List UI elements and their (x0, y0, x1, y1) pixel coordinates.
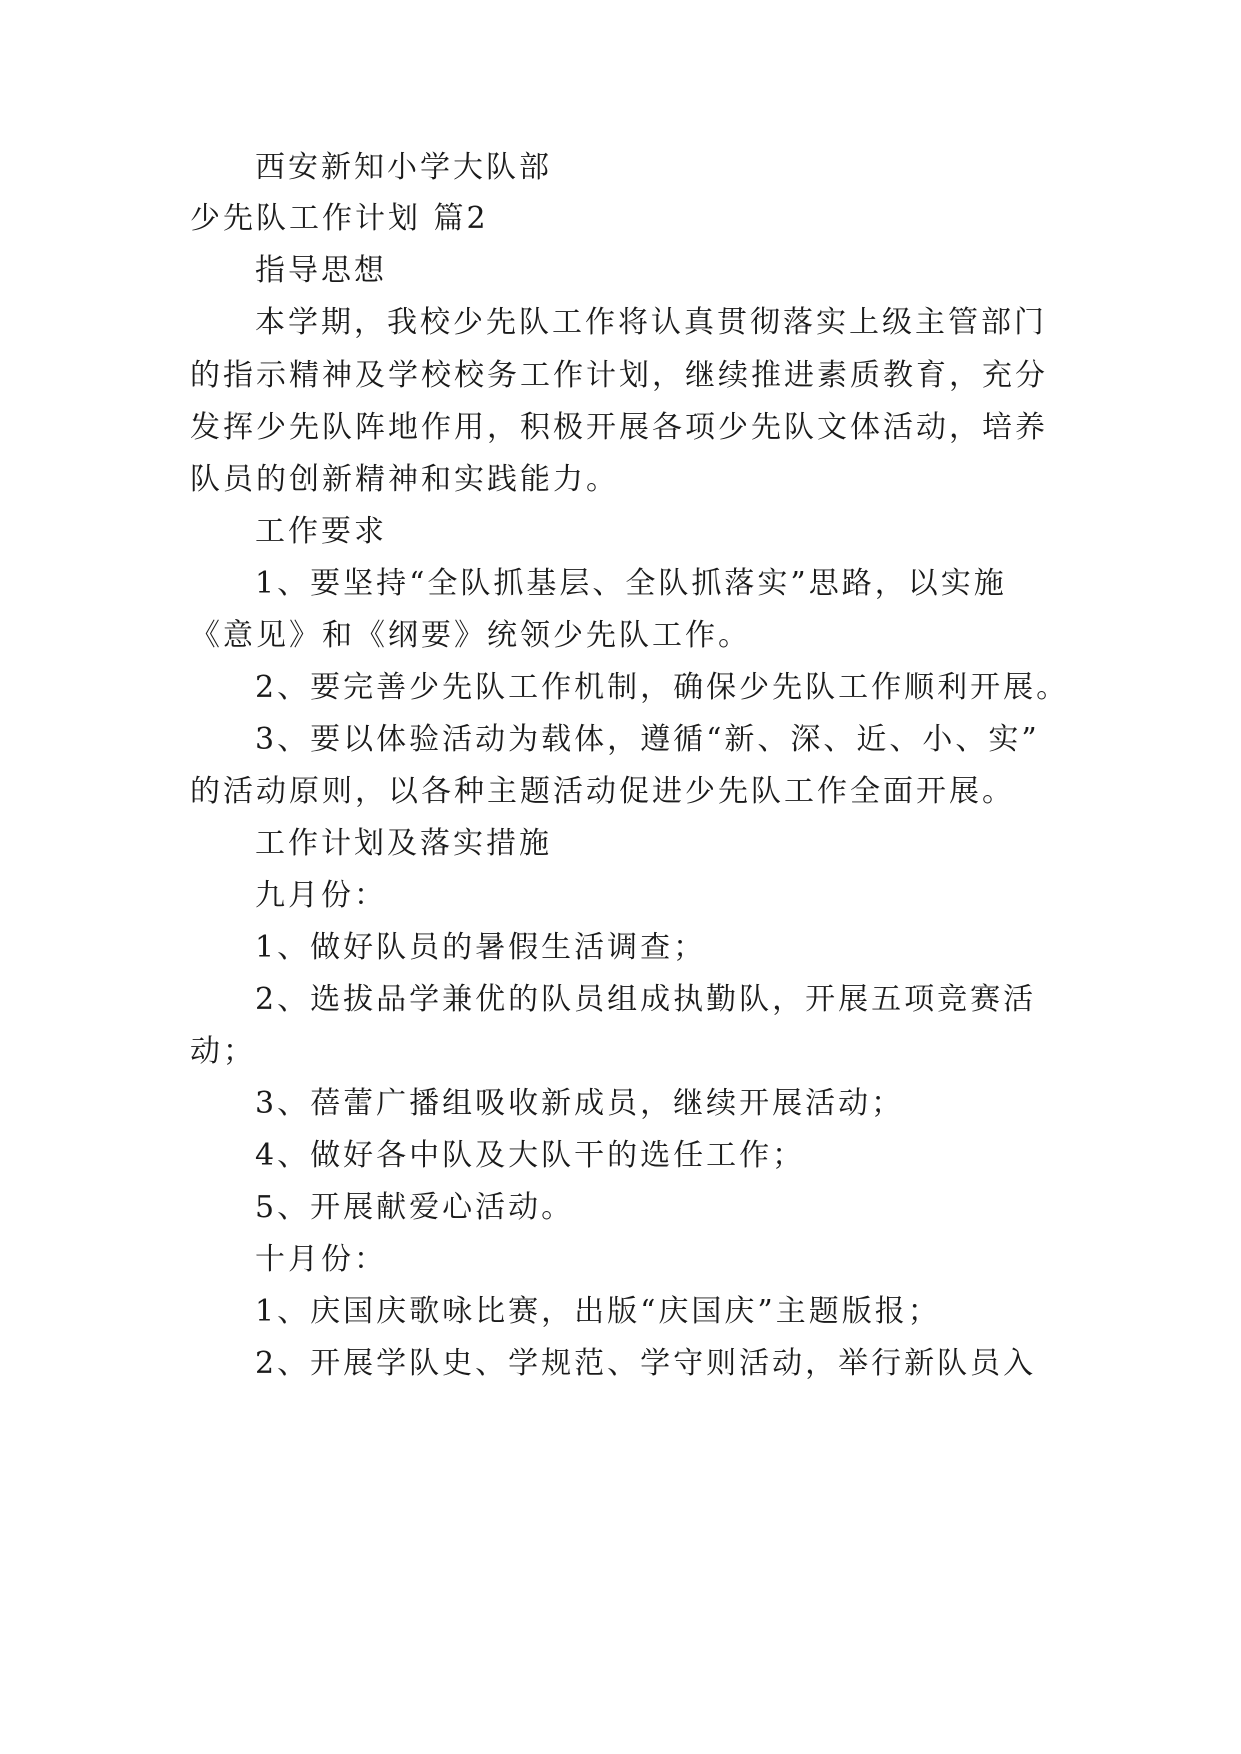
plan-item: 1、庆国庆歌咏比赛，出版“庆国庆”主题版报； (255, 1294, 941, 1329)
plan-item: 5、开展献爱心活动。 (255, 1190, 575, 1225)
requirement-item-continued: 《意见》和《纲要》统领少先队工作。 (190, 618, 751, 653)
paragraph-line: 发挥少先队阵地作用，积极开展各项少先队文体活动，培养 (190, 410, 1048, 445)
paragraph-line: 的指示精神及学校校务工作计划，继续推进素质教育，充分 (190, 358, 1048, 393)
section-title: 少先队工作计划 篇2 (190, 201, 489, 236)
heading-work-plan: 工作计划及落实措施 (255, 826, 552, 861)
paragraph-line: 队员的创新精神和实践能力。 (190, 462, 619, 497)
plan-item: 2、开展学队史、学规范、学守则活动，举行新队员入 (255, 1346, 1037, 1381)
month-heading-october: 十月份： (255, 1242, 387, 1277)
plan-item: 2、选拔品学兼优的队员组成执勤队，开展五项竞赛活 (255, 982, 1037, 1017)
plan-item: 3、蓓蕾广播组吸收新成员，继续开展活动； (255, 1086, 905, 1121)
heading-work-requirements: 工作要求 (255, 514, 387, 549)
org-signature: 西安新知小学大队部 (255, 150, 552, 185)
plan-item-continued: 动； (190, 1034, 256, 1069)
requirement-item: 3、要以体验活动为载体，遵循“新、深、近、小、实” (255, 722, 1040, 757)
plan-item: 4、做好各中队及大队干的选任工作； (255, 1138, 806, 1173)
plan-item: 1、做好队员的暑假生活调查； (255, 930, 707, 965)
requirement-item: 2、要完善少先队工作机制，确保少先队工作顺利开展。 (255, 670, 1070, 705)
heading-guiding-thought: 指导思想 (255, 253, 387, 288)
requirement-item: 1、要坚持“全队抓基层、全队抓落实”思路，以实施 (255, 566, 1007, 601)
requirement-item-continued: 的活动原则，以各种主题活动促进少先队工作全面开展。 (190, 774, 1015, 809)
month-heading-september: 九月份： (255, 878, 387, 913)
paragraph-line: 本学期，我校少先队工作将认真贯彻落实上级主管部门 (255, 305, 1047, 340)
